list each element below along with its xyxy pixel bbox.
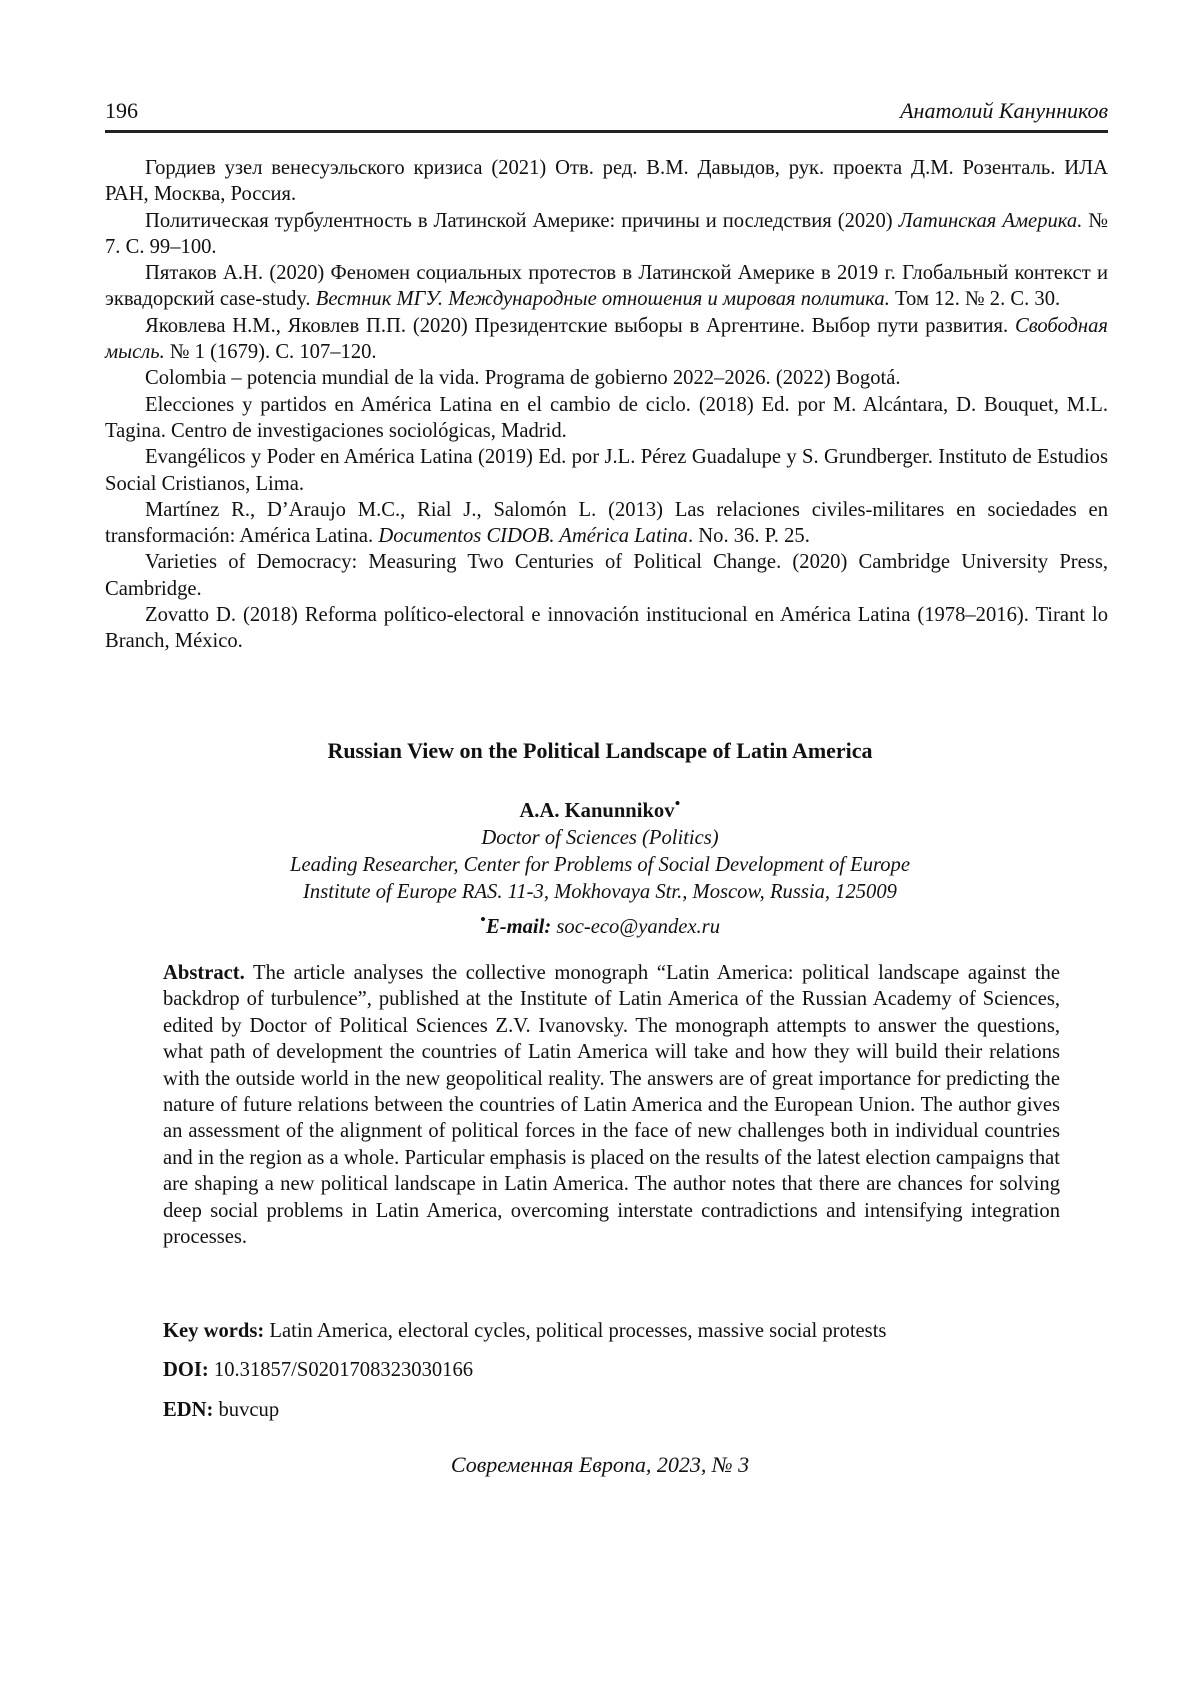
reference-source: Documentos CIDOB. América Latina (378, 525, 688, 548)
abstract-label: Abstract. (163, 962, 245, 984)
reference-item (105, 155, 1108, 208)
email-label: E-mail: (486, 915, 552, 938)
author-position: Leading Researcher, Center for Problems of Social Development of Europe (290, 853, 910, 876)
journal-footer: Современная Европа, 2023, № 3 (450, 1452, 750, 1477)
reference-item (105, 392, 1108, 445)
edn (163, 1399, 279, 1422)
author-degree: Doctor of Sciences (Politics) (481, 826, 719, 849)
doi (163, 1359, 473, 1382)
header-rule (105, 130, 1108, 133)
reference-text: Varieties of Democracy: Measuring Two Centuries of Political Change. (2020) Cambridge University Press, Cambridge. (105, 551, 1108, 600)
reference-text: Пятаков А.Н. (2020) Феномен социальных протестов в Латинской Америке в 2019 г. Глобальный контекст и эквадорский case-study. (105, 262, 1108, 311)
email-mark: • (480, 909, 487, 929)
running-author: Анатолий Канунников (900, 98, 1108, 123)
keywords (163, 1320, 886, 1343)
reference-text: Яковлева Н.М., Яковлев П.П. (2020) Президентские выборы в Аргентине. Выбор пути развития. (145, 314, 1015, 337)
running-header (105, 98, 1108, 124)
reference-list (105, 155, 1108, 655)
reference-source: Свободная мысль. (105, 314, 1108, 364)
author-name: A.A. Kanunnikov (519, 799, 675, 822)
reference-item (105, 602, 1108, 655)
reference-text: Том 12. № 2. С. 30. (889, 288, 1061, 311)
edn-value: buvcup (213, 1399, 280, 1421)
edn-label: EDN: (163, 1399, 214, 1421)
keywords-text: Latin America, electoral cycles, political processes, massive social protests (264, 1320, 887, 1342)
page-number: 196 (105, 98, 138, 123)
email-link[interactable]: soc-eco@yandex.ru (556, 915, 720, 938)
reference-item (105, 313, 1108, 366)
keywords-label: Key words: (163, 1320, 265, 1342)
abstract (163, 960, 1060, 1250)
author-address: Institute of Europe RAS. 11-3, Mokhovaya Str., Moscow, Russia, 125009 (303, 880, 897, 903)
doi-value: 10.31857/S0201708323030166 (208, 1359, 474, 1381)
doi-label: DOI: (163, 1359, 209, 1381)
reference-item (105, 497, 1108, 550)
reference-text: . No. 36. P. 25. (687, 525, 810, 548)
reference-text: Evangélicos y Poder en América Latina (2019) Ed. por J.L. Pérez Guadalupe y S. Grundberger. Instituto de Estudios Social Cristianos, Lima. (105, 446, 1108, 495)
abstract-text: The article analyses the collective monograph “Latin America: political landscape against the backdrop of turbulence”, published at the Institute of Latin America of the Russian Academy of Sciences, edited by Doctor of Political Sciences Z.V. Ivanovsky. The monograph attempts to answer the questions, what path of development the countries of Latin America will take and how they will build their relations with the outside world in the new geopolitical reality. The answers are of great importance for predicting the nature of future relations between the countries of Latin America and the European Union. The author gives an assessment of the alignment of political forces in the face of new challenges both in individual countries and in the region as a whole. Particular emphasis is placed on the results of the latest election campaigns that are shaping a new political landscape in Latin America. The author notes that there are chances for solving deep social problems in Latin America, overcoming interstate contradictions and intensifying integration processes. (163, 962, 1060, 1249)
reference-text: Colombia – potencia mundial de la vida. Programa de gobierno 2022–2026. (2022) Bogotá. (145, 367, 901, 390)
reference-item (105, 208, 1108, 261)
reference-item (105, 365, 1108, 391)
reference-text: Гордиев узел венесуэльского кризиса (2021) Отв. ред. В.М. Давыдов, рук. проекта Д.М. Розенталь. ИЛА РАН, Москва, Россия. (105, 157, 1108, 206)
reference-item (105, 260, 1108, 313)
author-mark: • (674, 794, 681, 813)
reference-text: № 7. С. 99–100. (105, 209, 1108, 258)
reference-text: № 1 (1679). С. 107–120. (164, 341, 377, 364)
reference-text: Martínez R., D’Araujo M.C., Rial J., Salomón L. (2013) Las relaciones civiles-militares en sociedades en transformación: América Latina. (105, 498, 1108, 548)
reference-text: Zovatto D. (2018) Reforma político-electoral e innovación institucional en América Latina (1978–2016). Tirant lo Branch, México. (105, 604, 1108, 653)
article-title: Russian View on the Political Landscape of Latin America (327, 738, 873, 763)
author-block (0, 790, 1200, 941)
reference-item (105, 549, 1108, 602)
reference-source: Вестник МГУ. Международные отношения и мировая политика. (315, 288, 890, 311)
reference-source: Латинская Америка. (898, 209, 1083, 232)
reference-item (105, 444, 1108, 497)
reference-text: Elecciones y partidos en América Latina en el cambio de ciclo. (2018) Ed. por M. Alcántara, D. Bouquet, M.L. Tagina. Centro de investigaciones sociológicas, Madrid. (105, 393, 1108, 442)
reference-text: Политическая турбулентность в Латинской Америке: причины и последствия (2020) (145, 209, 899, 232)
